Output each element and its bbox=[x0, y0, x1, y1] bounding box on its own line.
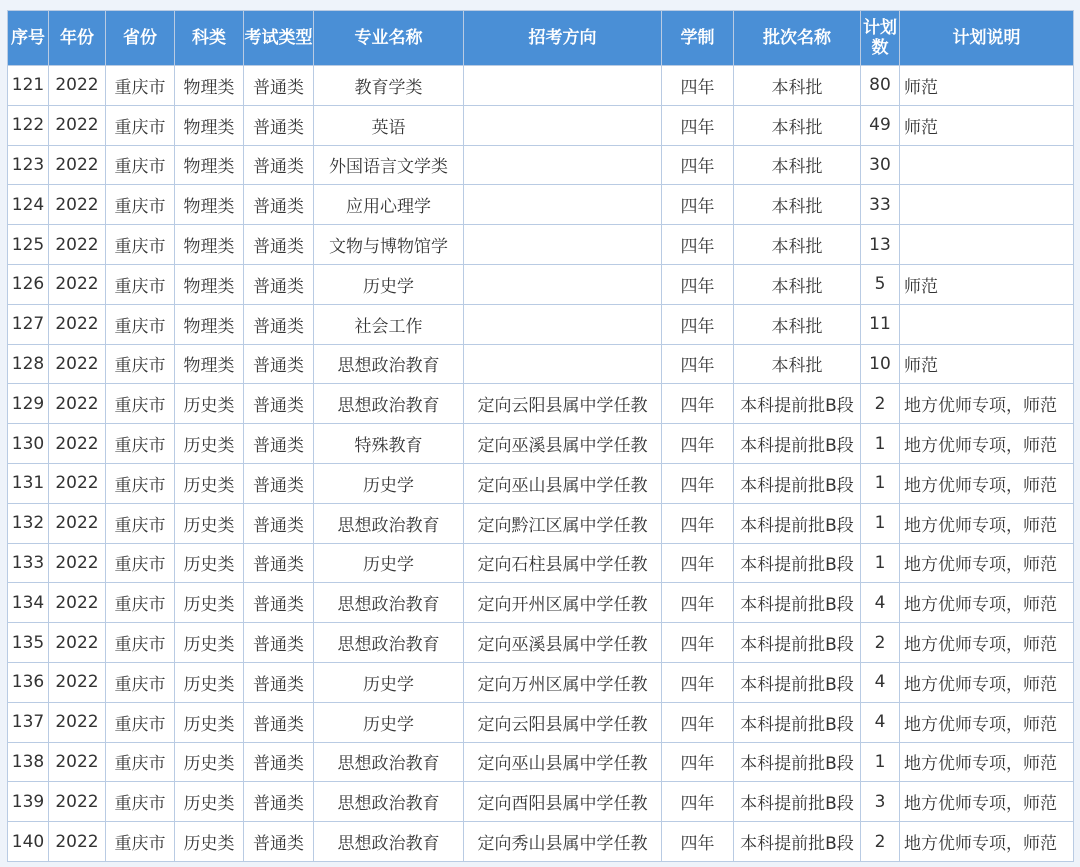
cell-province: 重庆市 bbox=[106, 185, 175, 225]
cell-year: 2022 bbox=[49, 145, 106, 185]
cell-duration: 四年 bbox=[662, 583, 734, 623]
cell-province: 重庆市 bbox=[106, 225, 175, 265]
table-row bbox=[8, 702, 1074, 742]
cell-plan-notes: 师范 bbox=[900, 66, 1074, 106]
cell-exam-type: 普通类 bbox=[244, 384, 314, 424]
header-recruitment-direction: 招考方向 bbox=[464, 11, 662, 66]
cell-index: 126 bbox=[8, 264, 49, 304]
cell-duration: 四年 bbox=[662, 66, 734, 106]
header-major-name: 专业名称 bbox=[314, 11, 464, 66]
cell-year: 2022 bbox=[49, 662, 106, 702]
cell-batch-name: 本科批 bbox=[734, 145, 861, 185]
cell-subject-category: 物理类 bbox=[175, 105, 244, 145]
cell-major-name: 文物与博物馆学 bbox=[314, 225, 464, 265]
cell-batch-name: 本科提前批B段 bbox=[734, 742, 861, 782]
cell-plan-notes: 地方优师专项，师范 bbox=[900, 463, 1074, 503]
table-row bbox=[8, 185, 1074, 225]
cell-subject-category: 历史类 bbox=[175, 424, 244, 464]
cell-subject-category: 物理类 bbox=[175, 185, 244, 225]
cell-province: 重庆市 bbox=[106, 822, 175, 862]
cell-plan-count: 5 bbox=[861, 264, 900, 304]
cell-duration: 四年 bbox=[662, 543, 734, 583]
cell-major-name: 历史学 bbox=[314, 264, 464, 304]
cell-province: 重庆市 bbox=[106, 264, 175, 304]
cell-year: 2022 bbox=[49, 503, 106, 543]
cell-province: 重庆市 bbox=[106, 503, 175, 543]
cell-plan-notes bbox=[900, 185, 1074, 225]
cell-index: 133 bbox=[8, 543, 49, 583]
cell-index: 139 bbox=[8, 782, 49, 822]
cell-plan-count: 1 bbox=[861, 424, 900, 464]
cell-exam-type: 普通类 bbox=[244, 424, 314, 464]
cell-plan-count: 10 bbox=[861, 344, 900, 384]
cell-exam-type: 普通类 bbox=[244, 463, 314, 503]
table-row bbox=[8, 822, 1074, 862]
cell-recruitment-direction: 定向巫溪县属中学任教 bbox=[464, 424, 662, 464]
cell-plan-notes: 地方优师专项，师范 bbox=[900, 662, 1074, 702]
cell-duration: 四年 bbox=[662, 782, 734, 822]
cell-subject-category: 历史类 bbox=[175, 503, 244, 543]
table-row bbox=[8, 145, 1074, 185]
cell-index: 137 bbox=[8, 702, 49, 742]
cell-subject-category: 物理类 bbox=[175, 66, 244, 106]
cell-exam-type: 普通类 bbox=[244, 543, 314, 583]
cell-year: 2022 bbox=[49, 742, 106, 782]
header-index: 序号 bbox=[8, 11, 49, 66]
header-plan-count: 计划数 bbox=[861, 11, 900, 66]
cell-plan-count: 33 bbox=[861, 185, 900, 225]
cell-exam-type: 普通类 bbox=[244, 503, 314, 543]
cell-batch-name: 本科提前批B段 bbox=[734, 424, 861, 464]
cell-duration: 四年 bbox=[662, 742, 734, 782]
cell-plan-count: 30 bbox=[861, 145, 900, 185]
cell-subject-category: 历史类 bbox=[175, 742, 244, 782]
cell-plan-notes: 地方优师专项，师范 bbox=[900, 782, 1074, 822]
cell-province: 重庆市 bbox=[106, 344, 175, 384]
cell-recruitment-direction: 定向云阳县属中学任教 bbox=[464, 702, 662, 742]
cell-duration: 四年 bbox=[662, 225, 734, 265]
cell-plan-count: 1 bbox=[861, 543, 900, 583]
cell-recruitment-direction bbox=[464, 304, 662, 344]
cell-major-name: 思想政治教育 bbox=[314, 782, 464, 822]
cell-major-name: 教育学类 bbox=[314, 66, 464, 106]
cell-duration: 四年 bbox=[662, 105, 734, 145]
table-row bbox=[8, 662, 1074, 702]
cell-major-name: 思想政治教育 bbox=[314, 344, 464, 384]
enrollment-plan-table bbox=[7, 10, 1074, 862]
cell-recruitment-direction bbox=[464, 264, 662, 304]
cell-index: 122 bbox=[8, 105, 49, 145]
cell-year: 2022 bbox=[49, 225, 106, 265]
cell-plan-count: 13 bbox=[861, 225, 900, 265]
cell-plan-notes: 地方优师专项，师范 bbox=[900, 583, 1074, 623]
cell-duration: 四年 bbox=[662, 702, 734, 742]
cell-exam-type: 普通类 bbox=[244, 742, 314, 782]
cell-batch-name: 本科提前批B段 bbox=[734, 662, 861, 702]
cell-recruitment-direction: 定向巫溪县属中学任教 bbox=[464, 623, 662, 663]
cell-exam-type: 普通类 bbox=[244, 822, 314, 862]
cell-duration: 四年 bbox=[662, 145, 734, 185]
cell-index: 134 bbox=[8, 583, 49, 623]
cell-year: 2022 bbox=[49, 543, 106, 583]
cell-province: 重庆市 bbox=[106, 543, 175, 583]
cell-year: 2022 bbox=[49, 304, 106, 344]
cell-batch-name: 本科批 bbox=[734, 225, 861, 265]
cell-major-name: 社会工作 bbox=[314, 304, 464, 344]
cell-subject-category: 历史类 bbox=[175, 463, 244, 503]
cell-recruitment-direction: 定向巫山县属中学任教 bbox=[464, 742, 662, 782]
cell-batch-name: 本科提前批B段 bbox=[734, 384, 861, 424]
table-row bbox=[8, 66, 1074, 106]
table-row bbox=[8, 623, 1074, 663]
cell-major-name: 思想政治教育 bbox=[314, 822, 464, 862]
cell-major-name: 历史学 bbox=[314, 662, 464, 702]
header-exam-type: 考试类型 bbox=[244, 11, 314, 66]
cell-major-name: 历史学 bbox=[314, 702, 464, 742]
header-batch-name: 批次名称 bbox=[734, 11, 861, 66]
cell-batch-name: 本科批 bbox=[734, 304, 861, 344]
cell-recruitment-direction: 定向秀山县属中学任教 bbox=[464, 822, 662, 862]
cell-province: 重庆市 bbox=[106, 105, 175, 145]
table-body bbox=[8, 66, 1074, 862]
cell-batch-name: 本科批 bbox=[734, 105, 861, 145]
cell-year: 2022 bbox=[49, 185, 106, 225]
cell-exam-type: 普通类 bbox=[244, 185, 314, 225]
cell-index: 123 bbox=[8, 145, 49, 185]
cell-recruitment-direction: 定向万州区属中学任教 bbox=[464, 662, 662, 702]
cell-plan-count: 2 bbox=[861, 822, 900, 862]
cell-plan-count: 80 bbox=[861, 66, 900, 106]
cell-index: 135 bbox=[8, 623, 49, 663]
cell-duration: 四年 bbox=[662, 384, 734, 424]
cell-subject-category: 历史类 bbox=[175, 623, 244, 663]
cell-year: 2022 bbox=[49, 583, 106, 623]
cell-index: 128 bbox=[8, 344, 49, 384]
cell-plan-count: 4 bbox=[861, 662, 900, 702]
cell-exam-type: 普通类 bbox=[244, 105, 314, 145]
cell-duration: 四年 bbox=[662, 304, 734, 344]
cell-major-name: 思想政治教育 bbox=[314, 503, 464, 543]
cell-index: 121 bbox=[8, 66, 49, 106]
cell-exam-type: 普通类 bbox=[244, 623, 314, 663]
cell-plan-notes: 地方优师专项，师范 bbox=[900, 503, 1074, 543]
cell-plan-notes: 地方优师专项，师范 bbox=[900, 702, 1074, 742]
cell-duration: 四年 bbox=[662, 662, 734, 702]
cell-subject-category: 历史类 bbox=[175, 662, 244, 702]
cell-index: 132 bbox=[8, 503, 49, 543]
cell-duration: 四年 bbox=[662, 185, 734, 225]
cell-batch-name: 本科提前批B段 bbox=[734, 503, 861, 543]
cell-index: 131 bbox=[8, 463, 49, 503]
cell-batch-name: 本科提前批B段 bbox=[734, 623, 861, 663]
cell-exam-type: 普通类 bbox=[244, 66, 314, 106]
table-row bbox=[8, 503, 1074, 543]
cell-recruitment-direction bbox=[464, 145, 662, 185]
cell-year: 2022 bbox=[49, 66, 106, 106]
cell-duration: 四年 bbox=[662, 623, 734, 663]
cell-index: 138 bbox=[8, 742, 49, 782]
table-header-row bbox=[8, 11, 1074, 66]
cell-major-name: 特殊教育 bbox=[314, 424, 464, 464]
header-year: 年份 bbox=[49, 11, 106, 66]
cell-index: 124 bbox=[8, 185, 49, 225]
cell-province: 重庆市 bbox=[106, 304, 175, 344]
cell-year: 2022 bbox=[49, 463, 106, 503]
cell-year: 2022 bbox=[49, 384, 106, 424]
cell-recruitment-direction bbox=[464, 66, 662, 106]
cell-duration: 四年 bbox=[662, 503, 734, 543]
cell-plan-notes: 地方优师专项，师范 bbox=[900, 623, 1074, 663]
cell-batch-name: 本科提前批B段 bbox=[734, 702, 861, 742]
cell-province: 重庆市 bbox=[106, 463, 175, 503]
header-plan-notes: 计划说明 bbox=[900, 11, 1074, 66]
cell-province: 重庆市 bbox=[106, 742, 175, 782]
cell-plan-notes: 师范 bbox=[900, 105, 1074, 145]
cell-index: 130 bbox=[8, 424, 49, 464]
cell-province: 重庆市 bbox=[106, 66, 175, 106]
cell-major-name: 外国语言文学类 bbox=[314, 145, 464, 185]
cell-plan-notes: 地方优师专项，师范 bbox=[900, 384, 1074, 424]
cell-batch-name: 本科提前批B段 bbox=[734, 543, 861, 583]
cell-plan-count: 2 bbox=[861, 384, 900, 424]
cell-year: 2022 bbox=[49, 344, 106, 384]
cell-duration: 四年 bbox=[662, 424, 734, 464]
cell-subject-category: 物理类 bbox=[175, 145, 244, 185]
cell-index: 136 bbox=[8, 662, 49, 702]
cell-year: 2022 bbox=[49, 702, 106, 742]
cell-duration: 四年 bbox=[662, 463, 734, 503]
cell-index: 140 bbox=[8, 822, 49, 862]
cell-subject-category: 历史类 bbox=[175, 822, 244, 862]
cell-subject-category: 历史类 bbox=[175, 384, 244, 424]
cell-year: 2022 bbox=[49, 623, 106, 663]
cell-index: 127 bbox=[8, 304, 49, 344]
cell-year: 2022 bbox=[49, 822, 106, 862]
table-row bbox=[8, 782, 1074, 822]
table-row bbox=[8, 543, 1074, 583]
cell-plan-count: 2 bbox=[861, 623, 900, 663]
cell-year: 2022 bbox=[49, 424, 106, 464]
cell-recruitment-direction bbox=[464, 225, 662, 265]
table-row bbox=[8, 742, 1074, 782]
cell-batch-name: 本科提前批B段 bbox=[734, 782, 861, 822]
table-row bbox=[8, 304, 1074, 344]
cell-exam-type: 普通类 bbox=[244, 344, 314, 384]
cell-batch-name: 本科提前批B段 bbox=[734, 583, 861, 623]
header-province: 省份 bbox=[106, 11, 175, 66]
cell-province: 重庆市 bbox=[106, 145, 175, 185]
table-row bbox=[8, 424, 1074, 464]
cell-plan-notes: 地方优师专项，师范 bbox=[900, 822, 1074, 862]
cell-subject-category: 物理类 bbox=[175, 344, 244, 384]
cell-duration: 四年 bbox=[662, 344, 734, 384]
cell-major-name: 历史学 bbox=[314, 463, 464, 503]
table-row bbox=[8, 344, 1074, 384]
cell-batch-name: 本科批 bbox=[734, 66, 861, 106]
cell-major-name: 思想政治教育 bbox=[314, 742, 464, 782]
cell-major-name: 英语 bbox=[314, 105, 464, 145]
cell-recruitment-direction bbox=[464, 105, 662, 145]
cell-plan-notes: 师范 bbox=[900, 264, 1074, 304]
cell-plan-count: 3 bbox=[861, 782, 900, 822]
cell-batch-name: 本科提前批B段 bbox=[734, 822, 861, 862]
cell-exam-type: 普通类 bbox=[244, 782, 314, 822]
cell-major-name: 思想政治教育 bbox=[314, 583, 464, 623]
cell-duration: 四年 bbox=[662, 822, 734, 862]
cell-subject-category: 历史类 bbox=[175, 702, 244, 742]
cell-recruitment-direction: 定向巫山县属中学任教 bbox=[464, 463, 662, 503]
cell-province: 重庆市 bbox=[106, 424, 175, 464]
cell-recruitment-direction: 定向云阳县属中学任教 bbox=[464, 384, 662, 424]
cell-province: 重庆市 bbox=[106, 702, 175, 742]
cell-major-name: 思想政治教育 bbox=[314, 384, 464, 424]
cell-recruitment-direction: 定向酉阳县属中学任教 bbox=[464, 782, 662, 822]
cell-exam-type: 普通类 bbox=[244, 225, 314, 265]
cell-recruitment-direction: 定向石柱县属中学任教 bbox=[464, 543, 662, 583]
cell-duration: 四年 bbox=[662, 264, 734, 304]
cell-year: 2022 bbox=[49, 264, 106, 304]
cell-major-name: 思想政治教育 bbox=[314, 623, 464, 663]
cell-plan-notes bbox=[900, 304, 1074, 344]
cell-index: 129 bbox=[8, 384, 49, 424]
cell-exam-type: 普通类 bbox=[244, 264, 314, 304]
cell-province: 重庆市 bbox=[106, 782, 175, 822]
cell-recruitment-direction: 定向开州区属中学任教 bbox=[464, 583, 662, 623]
cell-year: 2022 bbox=[49, 782, 106, 822]
cell-plan-count: 49 bbox=[861, 105, 900, 145]
cell-plan-count: 1 bbox=[861, 463, 900, 503]
header-duration: 学制 bbox=[662, 11, 734, 66]
table-row bbox=[8, 105, 1074, 145]
cell-major-name: 历史学 bbox=[314, 543, 464, 583]
cell-plan-notes: 地方优师专项，师范 bbox=[900, 424, 1074, 464]
cell-plan-count: 1 bbox=[861, 742, 900, 782]
cell-province: 重庆市 bbox=[106, 384, 175, 424]
cell-subject-category: 历史类 bbox=[175, 583, 244, 623]
cell-plan-count: 1 bbox=[861, 503, 900, 543]
cell-subject-category: 历史类 bbox=[175, 782, 244, 822]
cell-plan-count: 4 bbox=[861, 702, 900, 742]
cell-exam-type: 普通类 bbox=[244, 583, 314, 623]
table-row bbox=[8, 225, 1074, 265]
cell-plan-notes bbox=[900, 225, 1074, 265]
cell-recruitment-direction: 定向黔江区属中学任教 bbox=[464, 503, 662, 543]
cell-major-name: 应用心理学 bbox=[314, 185, 464, 225]
cell-plan-notes: 地方优师专项，师范 bbox=[900, 543, 1074, 583]
cell-exam-type: 普通类 bbox=[244, 304, 314, 344]
cell-subject-category: 物理类 bbox=[175, 225, 244, 265]
cell-plan-count: 4 bbox=[861, 583, 900, 623]
cell-plan-count: 11 bbox=[861, 304, 900, 344]
cell-subject-category: 历史类 bbox=[175, 543, 244, 583]
cell-plan-notes: 地方优师专项，师范 bbox=[900, 742, 1074, 782]
cell-province: 重庆市 bbox=[106, 662, 175, 702]
table-row bbox=[8, 384, 1074, 424]
cell-index: 125 bbox=[8, 225, 49, 265]
cell-batch-name: 本科提前批B段 bbox=[734, 463, 861, 503]
cell-batch-name: 本科批 bbox=[734, 344, 861, 384]
cell-exam-type: 普通类 bbox=[244, 145, 314, 185]
cell-exam-type: 普通类 bbox=[244, 662, 314, 702]
cell-subject-category: 物理类 bbox=[175, 264, 244, 304]
table-row bbox=[8, 583, 1074, 623]
cell-province: 重庆市 bbox=[106, 623, 175, 663]
cell-recruitment-direction bbox=[464, 344, 662, 384]
cell-subject-category: 物理类 bbox=[175, 304, 244, 344]
header-subject-category: 科类 bbox=[175, 11, 244, 66]
cell-plan-notes bbox=[900, 145, 1074, 185]
cell-plan-notes: 师范 bbox=[900, 344, 1074, 384]
table-row bbox=[8, 463, 1074, 503]
table-row bbox=[8, 264, 1074, 304]
cell-exam-type: 普通类 bbox=[244, 702, 314, 742]
cell-batch-name: 本科批 bbox=[734, 264, 861, 304]
cell-province: 重庆市 bbox=[106, 583, 175, 623]
cell-recruitment-direction bbox=[464, 185, 662, 225]
cell-batch-name: 本科批 bbox=[734, 185, 861, 225]
cell-year: 2022 bbox=[49, 105, 106, 145]
